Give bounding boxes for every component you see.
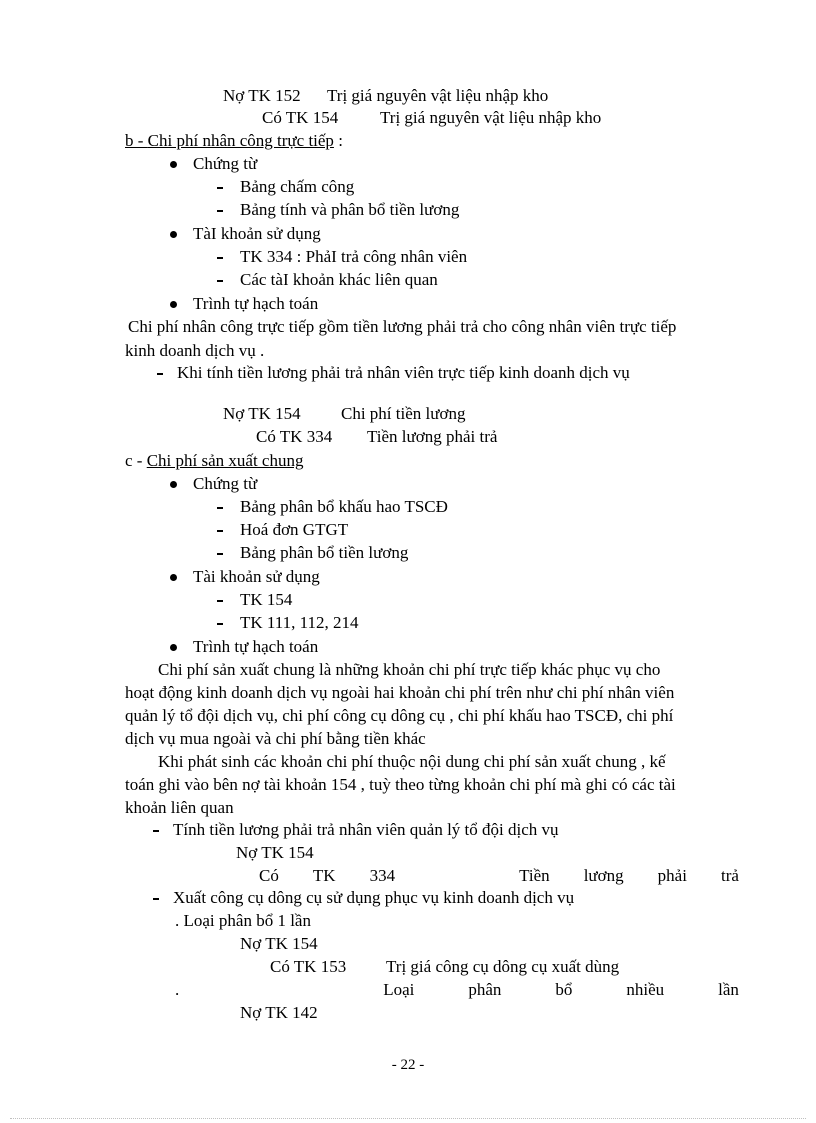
c-paragraph-line: quản lý tổ đội dịch vụ, chi phí công cụ dông cụ , chi phí khấu hao TSCĐ, chi phí [125, 706, 674, 725]
b-taikhoan: TàI khoản sử dụng [193, 224, 321, 243]
dash-icon [153, 898, 159, 900]
b-taikhoan-item: TK 334 : PhảI trả công nhân viên [240, 247, 468, 266]
entry-debit-account: Nợ TK 152 [223, 86, 301, 105]
c-chungtu-item: Bảng phân bổ tiền lương [240, 543, 409, 562]
b-paragraph-line: kinh doanh dịch vụ . [125, 341, 265, 360]
c-paragraph-line: hoạt động kinh doanh dịch vụ ngoài hai khoản chi phí trên như chi phí nhân viên [125, 683, 675, 702]
entry-credit-desc: Trị giá công cụ dông cụ xuất dùng [386, 957, 620, 976]
entry-credit-account: Có TK 334 [256, 427, 333, 446]
c-paragraph-line: khoản liên quan [125, 798, 234, 817]
dash-icon [217, 530, 223, 532]
dash-icon [217, 623, 223, 625]
dash-icon [153, 830, 159, 832]
dash-icon [217, 600, 223, 602]
loai-phan-bo-nhieu: . Loại phân bổ nhiều lần [175, 980, 739, 999]
entry-debit-account: Nợ TK 154 [240, 934, 318, 953]
b-chungtu-item: Bảng tính và phân bổ tiền lương [240, 200, 460, 219]
bullet-icon [170, 161, 177, 168]
c-taikhoan-item: TK 111, 112, 214 [240, 613, 359, 632]
entry-debit-desc: Chi phí tiền lương [341, 404, 466, 423]
dash-icon [217, 210, 223, 212]
dash-icon [217, 257, 223, 259]
c-chungtu-item: Bảng phân bổ khấu hao TSCĐ [240, 497, 448, 516]
c-chungtu-item: Hoá đơn GTGT [240, 520, 349, 539]
dash-icon [217, 553, 223, 555]
c-paragraph-line: Khi phát sinh các khoản chi phí thuộc nội dung chi phí sản xuất chung , kế [158, 752, 666, 771]
b-chungtu: Chứng từ [193, 154, 258, 173]
entry-credit-desc: Tiền lương phải trả [367, 427, 498, 446]
bullet-icon [170, 481, 177, 488]
bullet-icon [170, 644, 177, 651]
c-paragraph-line: toán ghi vào bên nợ tài khoản 154 , tuỳ theo từng khoản chi phí mà ghi có các tài [125, 775, 676, 794]
entry-debit-account: Nợ TK 154 [223, 404, 301, 423]
entry-credit-account: Có TK 153 [270, 957, 347, 976]
section-c-heading: c - Chi phí sản xuất chung [125, 451, 304, 470]
b-paragraph-line: Chi phí nhân công trực tiếp gồm tiền lương phải trả cho công nhân viên trực tiếp [128, 317, 677, 336]
entry-credit-justified: Có TK 334 Tiền lương phải trả [259, 866, 739, 885]
bullet-icon [170, 231, 177, 238]
c-paragraph-line: Chi phí sản xuất chung là những khoản chi phí trực tiếp khác phục vụ cho [158, 660, 661, 679]
page-number: - 22 - [391, 1057, 425, 1073]
c-dash-item: Xuất công cụ dông cụ sử dụng phục vụ kinh doanh dịch vụ [173, 888, 575, 907]
bullet-icon [170, 574, 177, 581]
b-taikhoan-item: Các tàI khoản khác liên quan [240, 270, 438, 289]
section-b-heading: b - Chi phí nhân công trực tiếp : [125, 131, 343, 150]
c-taikhoan: Tài khoản sử dụng [193, 567, 320, 586]
c-paragraph-line: dịch vụ mua ngoài và chi phí bằng tiền khác [125, 729, 426, 748]
entry-debit-account: Nợ TK 154 [236, 843, 314, 862]
c-taikhoan-item: TK 154 [240, 590, 293, 609]
dash-icon [217, 507, 223, 509]
c-dash-item: Tính tiền lương phải trả nhân viên quản lý tổ đội dịch vụ [173, 820, 559, 839]
loai-phan-bo-1: . Loại phân bổ 1 lần [175, 911, 311, 930]
entry-debit-account: Nợ TK 142 [240, 1003, 318, 1022]
c-chungtu: Chứng từ [193, 474, 258, 493]
dash-icon [217, 187, 223, 189]
dash-icon [157, 373, 163, 375]
c-trinhtu: Trình tự hạch toán [193, 637, 319, 656]
b-chungtu-item: Bảng chấm công [240, 177, 355, 196]
entry-debit-desc: Trị giá nguyên vật liệu nhập kho [327, 86, 549, 105]
dash-icon [217, 280, 223, 282]
entry-credit-desc: Trị giá nguyên vật liệu nhập kho [380, 108, 602, 127]
entry-credit-account: Có TK 154 [262, 108, 339, 127]
b-trinhtu: Trình tự hạch toán [193, 294, 319, 313]
b-dash-item: Khi tính tiền lương phải trả nhân viên trực tiếp kinh doanh dịch vụ [177, 363, 630, 382]
bullet-icon [170, 301, 177, 308]
